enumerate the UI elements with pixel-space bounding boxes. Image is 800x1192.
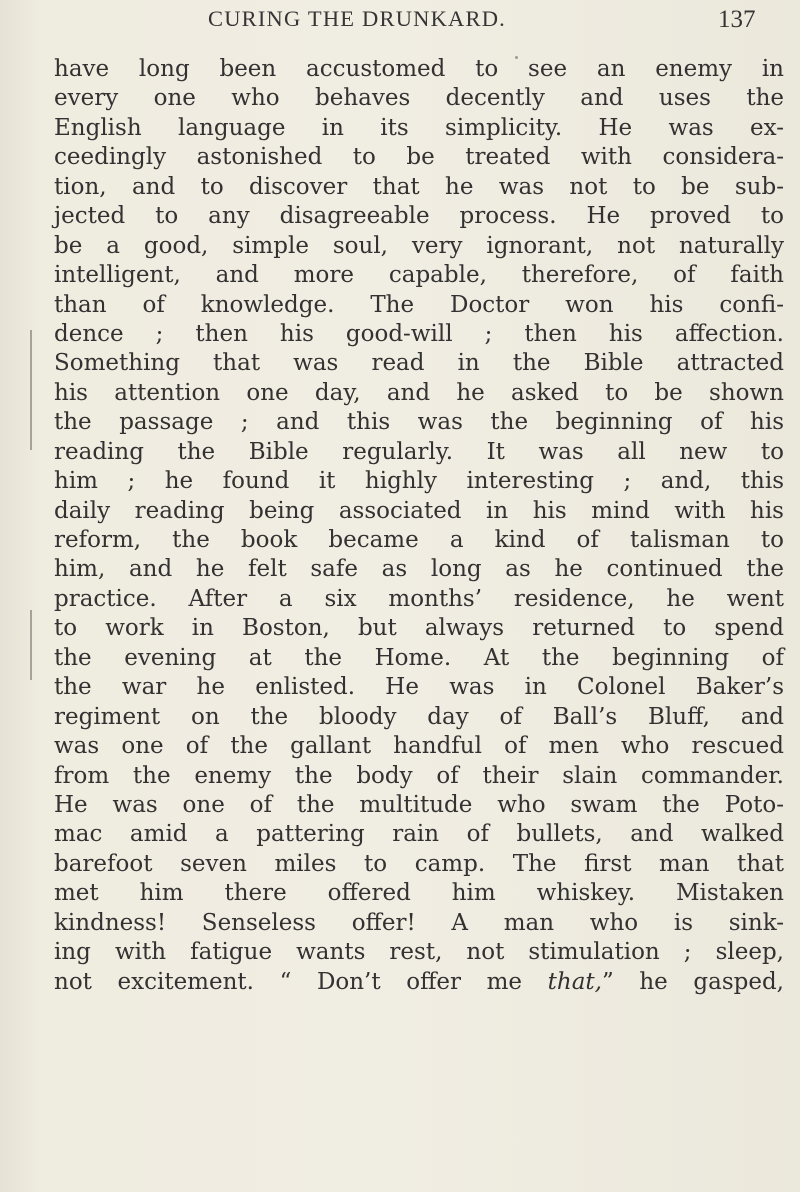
text-line: practice. After a six months’ residence, he went xyxy=(54,585,784,612)
text-line: his attention one day, and he asked to be shown xyxy=(54,379,784,406)
italic-word: that, xyxy=(547,968,602,995)
text-line: him, and he felt safe as long as he continued the xyxy=(54,556,784,583)
text-line: Something that was read in the Bible attracted xyxy=(54,350,784,377)
text-line: was one of the gallant handful of men who rescued xyxy=(54,733,784,760)
text-line: intelligent, and more capable, therefore, of faith xyxy=(54,262,784,289)
page-header xyxy=(0,2,800,38)
text-line: He was one of the multitude who swam the Poto- xyxy=(54,791,784,818)
text-line: met him there offered him whiskey. Mistaken xyxy=(54,880,784,907)
text-line: than of knowledge. The Doctor won his confi- xyxy=(54,291,784,318)
text-line: be a good, simple soul, very ignorant, not naturally xyxy=(54,232,784,259)
text-line: barefoot seven miles to camp. The first man that xyxy=(54,850,784,877)
text-line: the evening at the Home. At the beginning of xyxy=(54,644,784,671)
last-line-end: ” he gasped, xyxy=(601,968,784,995)
text-line: ing with fatigue wants rest, not stimulation ; sleep, xyxy=(54,939,784,966)
text-line: regiment on the bloody day of Ball’s Bluff, and xyxy=(54,703,784,730)
text-line: reform, the book became a kind of talisman to xyxy=(54,527,784,553)
text-line: every one who behaves decently and uses the xyxy=(54,85,784,112)
margin-shadow-mark xyxy=(30,330,32,450)
text-line: the passage ; and this was the beginning of his xyxy=(54,409,784,436)
text-line: tion, and to discover that he was not to be sub- xyxy=(54,173,784,200)
text-line: dence ; then his good-will ; then his affection. xyxy=(54,320,784,347)
text-line-last xyxy=(54,968,784,997)
text-line: to work in Boston, but always returned to spend xyxy=(54,615,784,642)
text-line: the war he enlisted. He was in Colonel Baker’s xyxy=(54,674,784,701)
running-title: CURING THE DRUNKARD. xyxy=(208,6,506,31)
text-line: kindness! Senseless offer! A man who is sink- xyxy=(54,909,784,936)
margin-shadow-mark xyxy=(30,610,32,680)
text-line: from the enemy the body of their slain commander. xyxy=(54,762,784,789)
text-line: mac amid a pattering rain of bullets, and walked xyxy=(54,821,784,848)
text-line: reading the Bible regularly. It was all new to xyxy=(54,438,784,465)
text-line: have long been accustomed to see an enemy in xyxy=(54,56,784,82)
body-text xyxy=(54,55,784,997)
text-line: him ; he found it highly interesting ; and, this xyxy=(54,468,784,495)
text-line: daily reading being associated in his mind with his xyxy=(54,497,784,524)
text-line: jected to any disagreeable process. He proved to xyxy=(54,203,784,230)
text-line: English language in its simplicity. He was ex- xyxy=(54,114,784,141)
text-line: ceedingly astonished to be treated with considera- xyxy=(54,144,784,171)
last-line-start: not excitement. “ Don’t offer me xyxy=(54,968,548,995)
page-number: 137 xyxy=(718,6,756,33)
